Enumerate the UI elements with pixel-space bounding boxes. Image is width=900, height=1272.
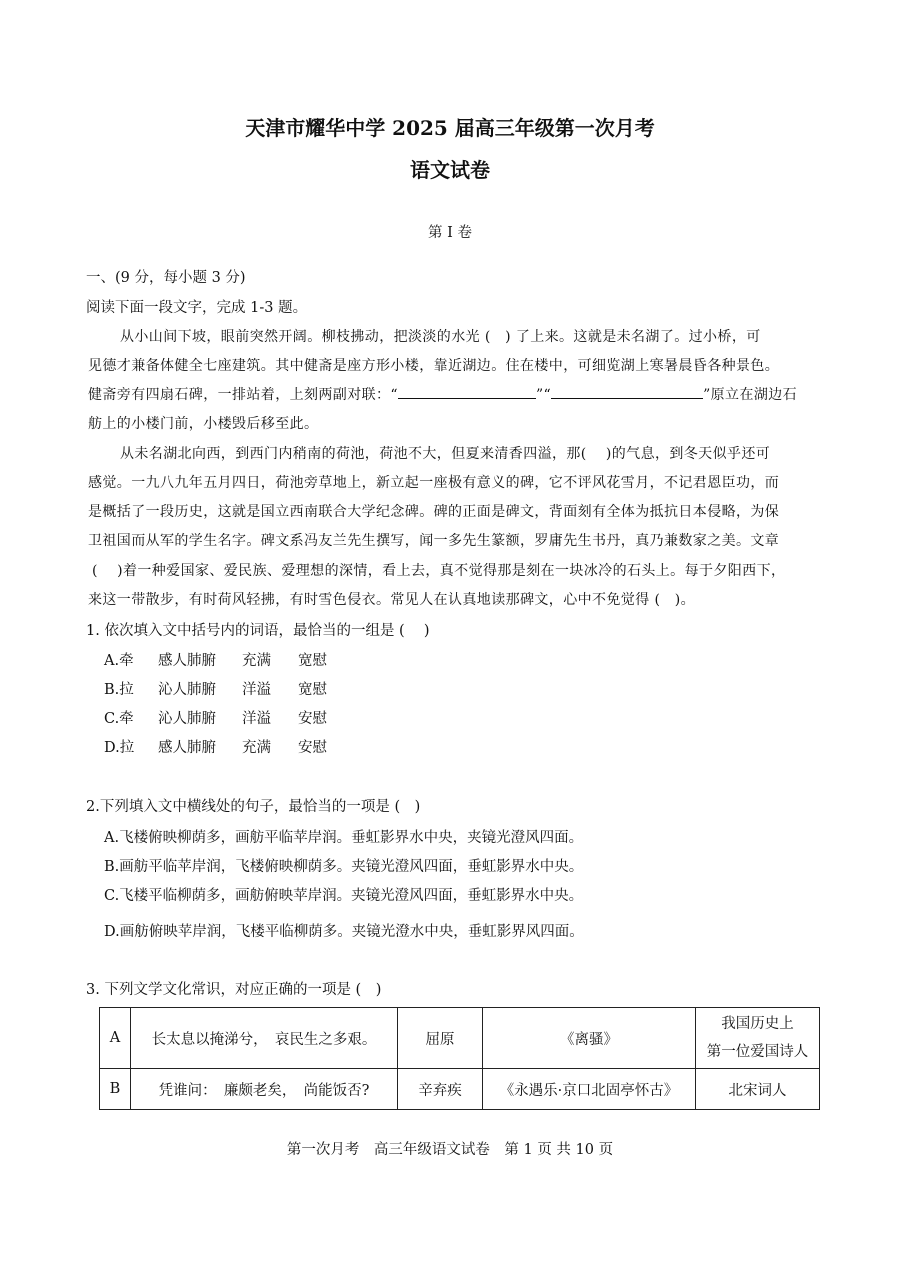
fill-blank-line [398,384,536,399]
passage-line: 是概括了一段历史，这就是国立西南联合大学纪念碑。碑的正面是碑文，背面刻有全体为抵抗日本侵略，为保 [88,504,780,520]
passage-line: 见德才兼备体健全七座建筑。其中健斋是座方形小楼，靠近湖边。住在楼中，可细览湖上寒暑晨昏各种景色。 [88,358,780,374]
subject-title: 语文试卷 [410,158,490,182]
table-row [100,1008,820,1069]
quote-cell: 长太息以掩涕兮， 哀民生之多艰。 [131,1008,398,1069]
section-heading: 一、(9 分，每小题 3 分) [86,270,246,286]
q1-option-d: D.拉 感人肺腑 充满 安慰 [104,740,327,756]
q1-option-c: C.牵 沁人肺腑 洋溢 安慰 [104,711,327,727]
question-2-stem: 2.下列填入文中横线处的句子，最恰当的一项是 ( ) [86,799,421,815]
passage-line: 来这一带散步，有时荷风轻拂，有时雪色侵衣。常见人在认真地读那碑文，心中不免觉得 ( )。 [88,592,695,608]
work-cell: 《离骚》 [483,1008,696,1069]
passage-line: ( )着一种爱国家、爱民族、爱理想的深情，看上去，真不觉得那是刻在一块冰冷的石头上。每于夕阳西下， [92,563,786,579]
author-cell: 屈原 [398,1008,483,1069]
fill-blank-line [551,384,703,399]
row-label: A [100,1008,131,1069]
q2-option-b: B.画舫平临苹岸润，飞楼俯映柳荫多。夹镜光澄风四面，垂虹影界水中央。 [104,859,584,875]
question-3-stem: 3. 下列文学文化常识，对应正确的一项是 ( ) [86,982,382,998]
passage-line: 从未名湖北向西，到西门内稍南的荷池，荷池不大，但夏来清香四溢，那( )的气息，到冬天似乎还可 [120,446,771,462]
q2-option-a: A.飞楼俯映柳荫多，画舫平临苹岸润。垂虹影界水中央，夹镜光澄风四面。 [104,830,584,846]
volume-label: 第 I 卷 [428,225,472,241]
passage-line: 从小山间下坡，眼前突然开阔。柳枝拂动，把淡淡的水光 ( ) 了上来。这就是未名湖了。过小桥，可 [120,329,761,345]
note-cell: 我国历史上 第一位爱国诗人 [696,1008,820,1069]
section-instruction: 阅读下面一段文字，完成 1-3 题。 [86,300,308,316]
passage-line-with-blanks [88,384,797,404]
author-cell: 辛弃疾 [398,1069,483,1110]
q1-option-b: B.拉 沁人肺腑 洋溢 宽慰 [104,682,327,698]
q2-option-c: C.飞楼平临柳荫多，画舫俯映苹岸润。夹镜光澄风四面，垂虹影界水中央。 [104,888,584,904]
page-footer: 第一次月考 高三年级语文试卷 第 1 页 共 10 页 [286,1142,614,1158]
passage-text: ”“ [535,387,552,403]
passage-line: 卫祖国而从军的学生名字。碑文系冯友兰先生撰写，闻一多先生篆额，罗庸先生书丹，真乃兼数家之美。文章 [88,533,780,549]
exam-title: 天津市耀华中学 2025 届高三年级第一次月考 [245,116,655,140]
table-row [100,1069,820,1110]
q2-option-d: D.画舫俯映苹岸润，飞楼平临柳荫多。夹镜光澄水中央，垂虹影界风四面。 [104,924,584,940]
passage-line: 舫上的小楼门前，小楼毁后移至此。 [88,416,319,432]
quote-cell: 凭谁问： 廉颇老矣， 尚能饭否? [131,1069,398,1110]
literature-table [99,1007,820,1110]
row-label: B [100,1069,131,1110]
question-1-stem: 1. 依次填入文中括号内的词语，最恰当的一组是 ( ) [86,623,430,639]
note-cell: 北宋词人 [696,1069,820,1110]
work-cell: 《永遇乐·京口北固亭怀古》 [483,1069,696,1110]
passage-text: ”原立在湖边石 [703,387,798,403]
q1-option-a: A.牵 感人肺腑 充满 宽慰 [104,653,327,669]
passage-line: 感觉。一九八九年五月四日，荷池旁草地上，新立起一座极有意义的碑，它不评风花雪月，不记君恩臣功，而 [88,475,780,491]
passage-text: 健斋旁有四扇石碑，一排站着，上刻两副对联：“ [88,387,398,403]
